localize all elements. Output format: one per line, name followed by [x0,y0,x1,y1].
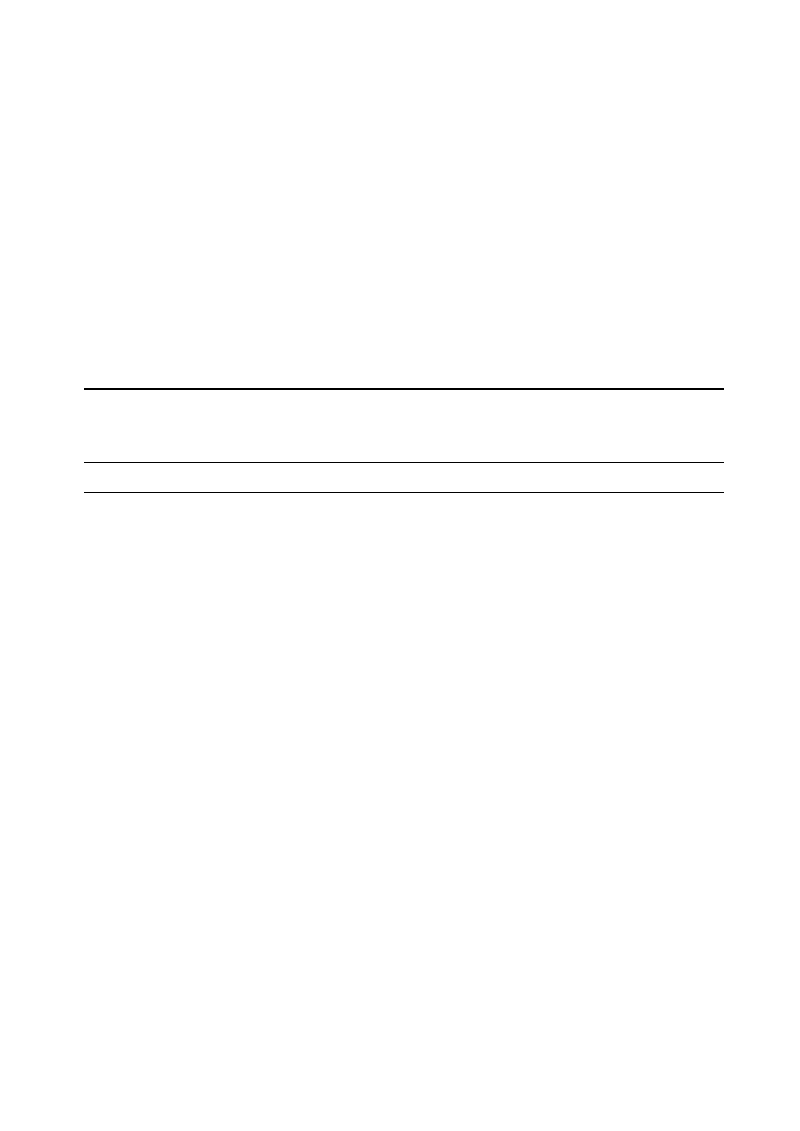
header-top-rule [84,462,724,463]
section-divider [84,388,724,390]
header-bottom-rule [84,492,724,493]
